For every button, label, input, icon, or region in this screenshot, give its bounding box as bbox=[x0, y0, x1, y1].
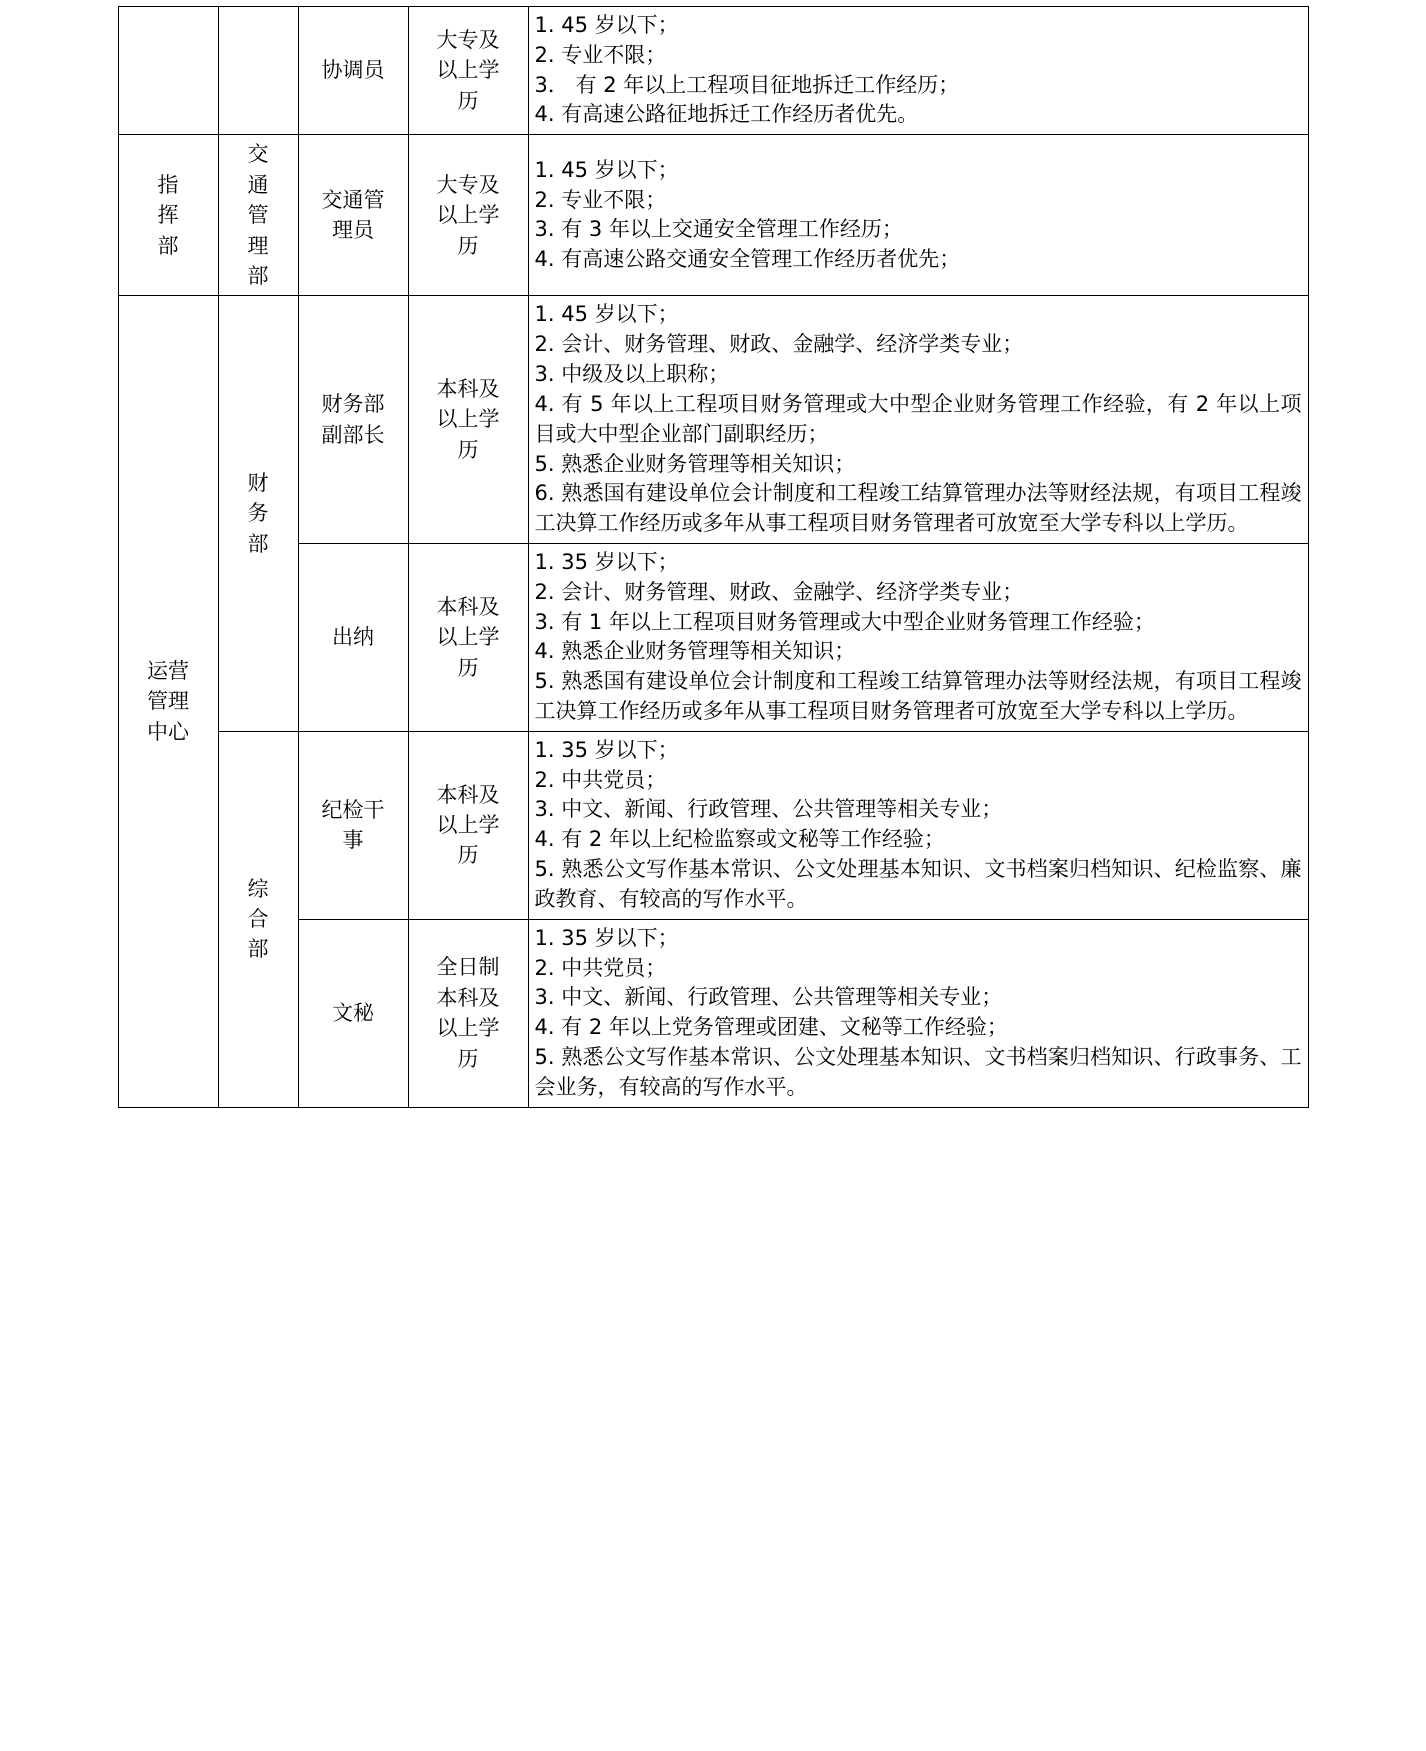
department-line-1: 综 bbox=[247, 876, 269, 901]
education-line-1: 大专及 bbox=[436, 172, 500, 197]
position-cell-cashier bbox=[298, 543, 408, 731]
requirement-item: 1. 35 岁以下； bbox=[534, 925, 679, 950]
requirements-cell-traffic-manager bbox=[528, 135, 1308, 296]
table-row bbox=[118, 135, 1308, 296]
position-label: 文秘 bbox=[332, 1000, 374, 1025]
requirement-item: 4. 有 5 年以上工程项目财务管理或大中型企业财务管理工作经验，有 2 年以上项目或大中型企业部门副职经历； bbox=[534, 391, 1302, 446]
position-cell-discipline-officer bbox=[298, 731, 408, 919]
education-line-1: 本科及 bbox=[436, 377, 500, 402]
unit-cell-empty-1 bbox=[118, 7, 218, 135]
position-cell-traffic-manager bbox=[298, 135, 408, 296]
department-line-1: 财 bbox=[247, 470, 269, 495]
unit-line-2: 挥 bbox=[157, 203, 179, 228]
requirement-item: 5. 熟悉公文写作基本常识、公文处理基本知识、文书档案归档知识、纪检监察、廉政教育、有较高的写作水平。 bbox=[534, 857, 1302, 911]
requirement-item: 5. 熟悉公文写作基本常识、公文处理基本知识、文书档案归档知识、行政事务、工会业务，有较高的写作水平。 bbox=[534, 1044, 1302, 1099]
position-line-1: 纪检干 bbox=[321, 797, 385, 822]
requirement-item: 2. 中共党员； bbox=[534, 767, 667, 792]
table-row bbox=[118, 7, 1308, 135]
position-label: 协调员 bbox=[321, 58, 385, 83]
requirement-item: 1. 35 岁以下； bbox=[534, 549, 679, 574]
department-line-2: 通 bbox=[247, 172, 269, 197]
education-cell-secretary bbox=[408, 919, 528, 1107]
education-line-1: 本科及 bbox=[436, 594, 500, 619]
department-cell-traffic-management bbox=[218, 135, 298, 296]
education-line-3: 历 bbox=[457, 88, 479, 113]
position-line-2: 理员 bbox=[332, 218, 374, 243]
unit-cell-command-dept bbox=[118, 135, 218, 296]
position-line-2: 事 bbox=[342, 828, 364, 853]
unit-line-3: 部 bbox=[157, 233, 179, 258]
education-line-2: 以上学 bbox=[436, 813, 500, 838]
requirements-cell-discipline-officer bbox=[528, 731, 1308, 919]
requirement-item: 4. 有 2 年以上党务管理或团建、文秘等工作经验； bbox=[534, 1015, 1008, 1040]
education-line-2: 本科及 bbox=[436, 985, 500, 1010]
department-line-2: 务 bbox=[247, 501, 269, 526]
education-line-2: 以上学 bbox=[436, 407, 500, 432]
education-cell-finance-deputy-head bbox=[408, 296, 528, 544]
education-line-4: 历 bbox=[457, 1046, 479, 1071]
position-cell-secretary bbox=[298, 919, 408, 1107]
unit-line-1: 指 bbox=[157, 172, 179, 197]
requirement-item: 3. 有 3 年以上交通安全管理工作经历； bbox=[534, 217, 903, 242]
requirement-item: 2. 会计、财务管理、财政、金融学、经济学类专业； bbox=[534, 579, 1024, 604]
position-cell-coordinator bbox=[298, 7, 408, 135]
requirement-item: 4. 有高速公路征地拆迁工作经历者优先。 bbox=[534, 102, 919, 127]
requirement-item: 1. 45 岁以下； bbox=[534, 302, 679, 327]
requirement-item: 5. 熟悉国有建设单位会计制度和工程竣工结算管理办法等财经法规，有项目工程竣工决算工作经历或多年从事工程项目财务管理者可放宽至大学专科以上学历。 bbox=[534, 669, 1302, 723]
unit-line-3: 中心 bbox=[147, 719, 189, 744]
requirements-cell-finance-deputy-head bbox=[528, 296, 1308, 544]
table-row bbox=[118, 731, 1308, 919]
requirement-item: 3. 中级及以上职称； bbox=[534, 362, 730, 387]
table-row bbox=[118, 296, 1308, 544]
position-cell-finance-deputy-head bbox=[298, 296, 408, 544]
department-line-3: 部 bbox=[247, 937, 269, 962]
requirement-item: 5. 熟悉企业财务管理等相关知识； bbox=[534, 451, 856, 476]
requirement-item: 6. 熟悉国有建设单位会计制度和工程竣工结算管理办法等财经法规，有项目工程竣工决算工作经历或多年从事工程项目财务管理者可放宽至大学专科以上学历。 bbox=[534, 481, 1302, 536]
education-line-3: 历 bbox=[457, 233, 479, 258]
department-line-1: 交 bbox=[247, 142, 269, 167]
position-line-1: 财务部 bbox=[321, 392, 385, 417]
education-cell-discipline-officer bbox=[408, 731, 528, 919]
education-cell-traffic-manager bbox=[408, 135, 528, 296]
requirement-item: 3. 中文、新闻、行政管理、公共管理等相关专业； bbox=[534, 797, 1003, 822]
position-label: 出纳 bbox=[332, 625, 374, 650]
unit-line-2: 管理 bbox=[147, 689, 189, 714]
requirements-cell-cashier bbox=[528, 543, 1308, 731]
department-line-3: 部 bbox=[247, 531, 269, 556]
department-cell-finance bbox=[218, 296, 298, 731]
requirement-item: 4. 熟悉企业财务管理等相关知识； bbox=[534, 639, 856, 664]
education-line-3: 历 bbox=[457, 655, 479, 680]
education-line-2: 以上学 bbox=[436, 58, 500, 83]
requirement-item: 1. 45 岁以下； bbox=[534, 157, 679, 182]
requirement-item: 2. 专业不限； bbox=[534, 187, 667, 212]
education-line-3: 以上学 bbox=[436, 1016, 500, 1041]
requirement-item: 2. 专业不限； bbox=[534, 42, 667, 67]
education-line-2: 以上学 bbox=[436, 203, 500, 228]
department-line-3: 管 bbox=[247, 203, 269, 228]
education-line-1: 本科及 bbox=[436, 782, 500, 807]
department-line-5: 部 bbox=[247, 264, 269, 288]
requirement-item: 1. 45 岁以下； bbox=[534, 13, 679, 37]
education-line-3: 历 bbox=[457, 843, 479, 868]
requirement-item: 4. 有 2 年以上纪检监察或文秘等工作经验； bbox=[534, 827, 945, 852]
education-line-1: 全日制 bbox=[436, 955, 500, 980]
requirement-item: 2. 会计、财务管理、财政、金融学、经济学类专业； bbox=[534, 332, 1024, 357]
requirement-item: 1. 35 岁以下； bbox=[534, 737, 679, 762]
unit-cell-operations-center bbox=[118, 296, 218, 1107]
department-line-2: 合 bbox=[247, 906, 269, 931]
unit-line-1: 运营 bbox=[147, 658, 189, 683]
department-line-4: 理 bbox=[247, 233, 269, 258]
position-line-1: 交通管 bbox=[321, 187, 385, 212]
requirements-cell-secretary bbox=[528, 919, 1308, 1107]
requirement-item: 3. 中文、新闻、行政管理、公共管理等相关专业； bbox=[534, 985, 1003, 1010]
department-cell-general-affairs bbox=[218, 731, 298, 1107]
education-cell-cashier bbox=[408, 543, 528, 731]
requirements-cell-coordinator bbox=[528, 7, 1308, 135]
requirement-item: 4. 有高速公路交通安全管理工作经历者优先； bbox=[534, 247, 961, 272]
recruitment-requirements-table bbox=[118, 6, 1309, 1108]
requirement-item: 3． 有 2 年以上工程项目征地拆迁工作经历； bbox=[534, 72, 960, 97]
education-line-3: 历 bbox=[457, 437, 479, 462]
education-line-1: 大专及 bbox=[436, 27, 500, 52]
requirement-item: 3. 有 1 年以上工程项目财务管理或大中型企业财务管理工作经验； bbox=[534, 609, 1155, 634]
department-cell-empty-1 bbox=[218, 7, 298, 135]
position-line-2: 副部长 bbox=[321, 422, 385, 447]
education-line-2: 以上学 bbox=[436, 625, 500, 650]
education-cell-coordinator bbox=[408, 7, 528, 135]
requirement-item: 2. 中共党员； bbox=[534, 955, 667, 980]
